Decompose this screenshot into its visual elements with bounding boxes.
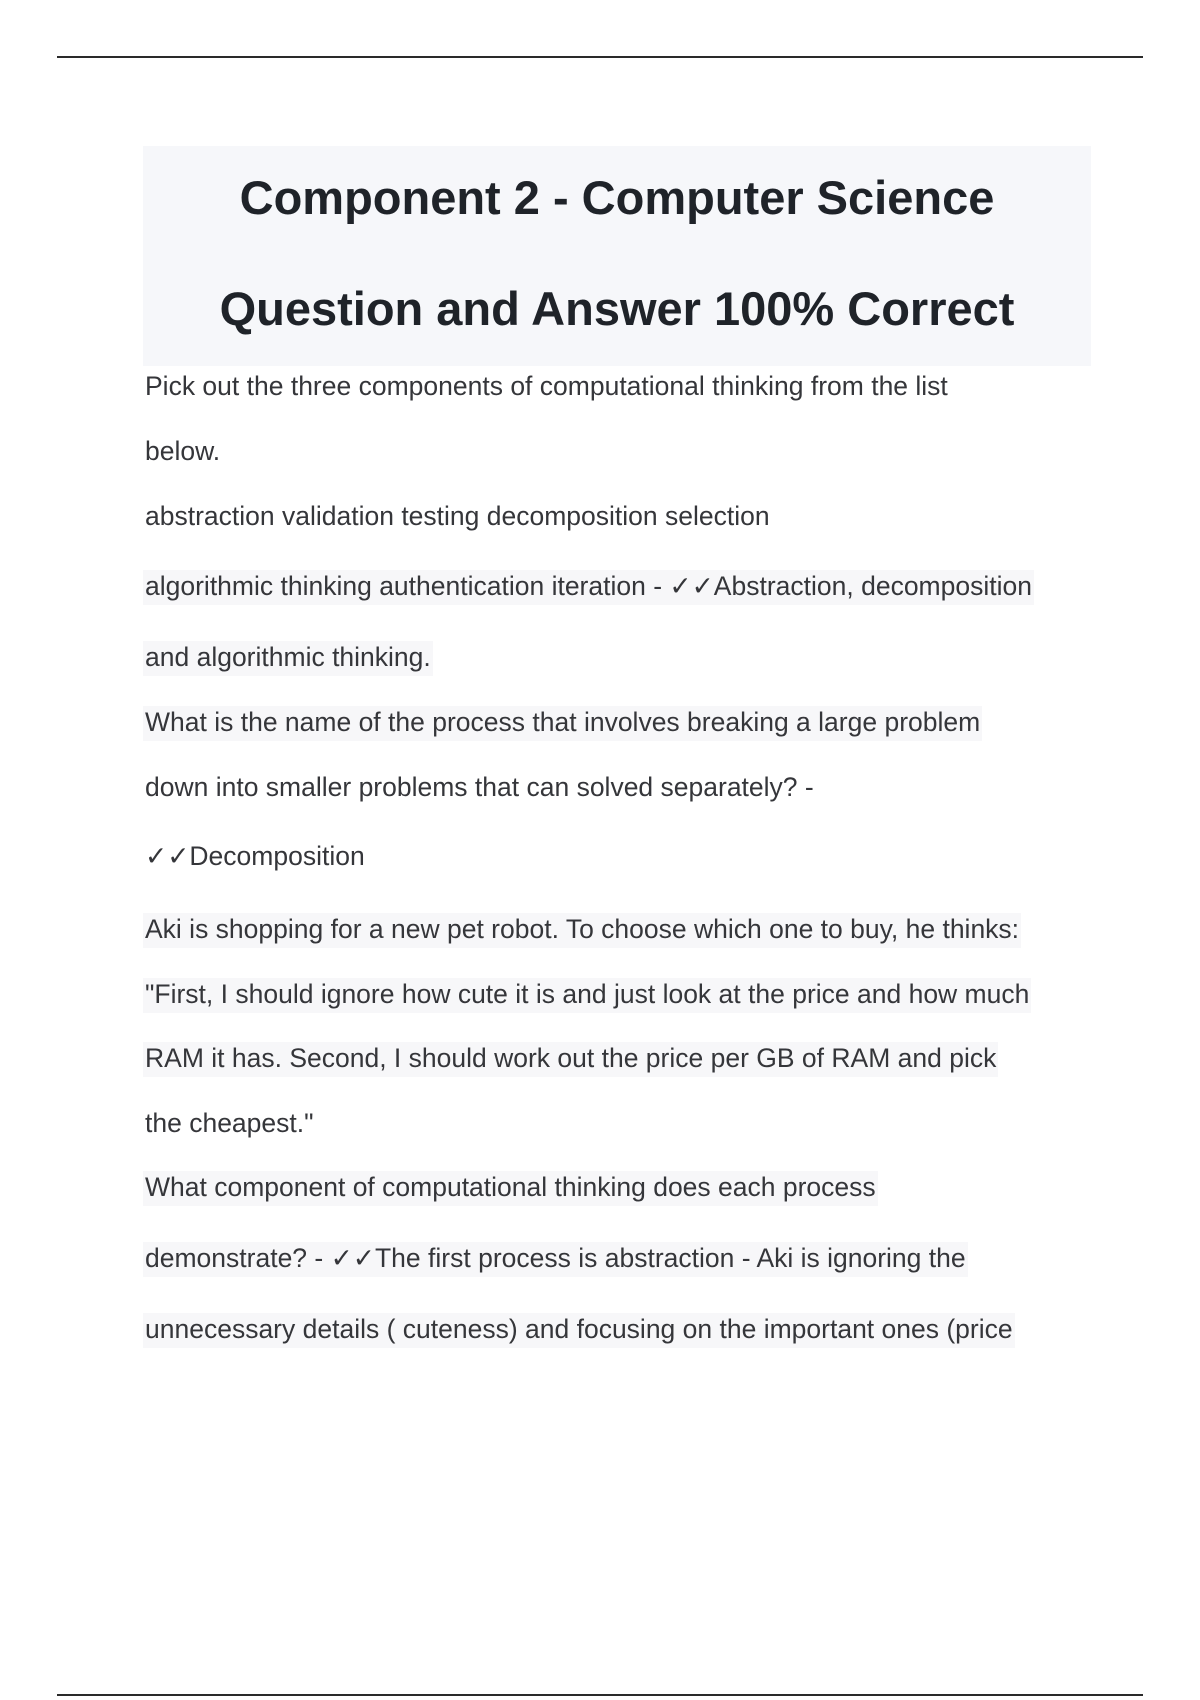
body-line: demonstrate? - ✓✓The first process is abstraction - Aki is ignoring the — [143, 1242, 968, 1277]
title-line-2: Question and Answer 100% Correct — [219, 282, 1015, 335]
body-line: below. — [145, 436, 221, 466]
document-title — [143, 146, 1091, 366]
body-line: the cheapest." — [145, 1108, 314, 1138]
body-line: down into smaller problems that can solved separately? - — [145, 772, 814, 802]
body-line: What component of computational thinking does each process — [143, 1171, 878, 1206]
top-rule — [57, 56, 1143, 58]
body-line: "First, I should ignore how cute it is and just look at the price and how much — [143, 978, 1031, 1013]
body-line: Aki is shopping for a new pet robot. To choose which one to buy, he thinks: — [143, 913, 1021, 948]
body-line: RAM it has. Second, I should work out the price per GB of RAM and pick — [143, 1042, 998, 1077]
body-line: unnecessary details ( cuteness) and focusing on the important ones (price — [143, 1313, 1015, 1348]
bottom-rule — [57, 1694, 1143, 1696]
body-line: ✓✓Decomposition — [145, 841, 365, 871]
body-line: abstraction validation testing decomposition selection — [145, 501, 770, 531]
body-line: and algorithmic thinking. — [143, 641, 433, 676]
body-line: What is the name of the process that involves breaking a large problem — [143, 706, 982, 741]
body-line: algorithmic thinking authentication iteration - ✓✓Abstraction, decomposition — [143, 570, 1034, 605]
body-line: Pick out the three components of computational thinking from the list — [145, 371, 948, 401]
title-line-1: Component 2 - Computer Science — [239, 171, 995, 224]
